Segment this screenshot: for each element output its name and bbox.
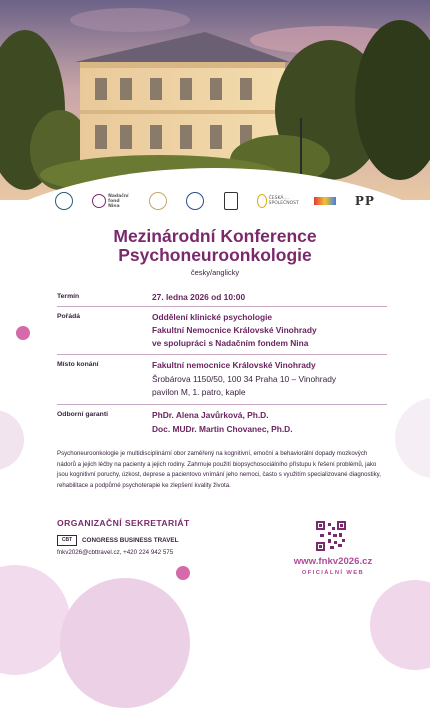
garant-label: Odborní garanti [57,411,108,418]
partner-ribbon-society-icon [257,194,267,208]
decor-circle-bottom-right [370,580,430,670]
organizer-company-name: CONGRESS BUSINESS TRAVEL [82,537,179,544]
misto-label: Místo konání [57,361,99,368]
termin-value: 27. ledna 2026 od 10:00 [152,292,246,302]
garant-line: PhDr. Alena Javůrková, Ph.D. [152,410,269,420]
conference-language: česky/anglicky [190,268,240,277]
conference-title-line1: Mezinárodní Konference [113,226,317,246]
partner-pp-icon: PP [354,193,375,208]
partner-logo-7 [314,197,336,205]
hero-photo [0,0,430,200]
misto-line: Fakultní nemocnice Královské Vinohrady [152,360,316,370]
qr-code-icon[interactable] [316,521,346,551]
poradatel-line: ve spolupráci s Nadačním fondem Nina [152,338,309,348]
partner-figure-icon [149,192,167,210]
misto-address: Šrobárova 1150/50, 100 34 Praha 10 – Vinohrady [152,374,337,384]
divider [57,306,387,307]
conference-title-line2: Psychoneuroonkologie [118,245,312,265]
organizer-heading: ORGANIZAČNÍ SEKRETARIÁT [57,518,190,528]
partner-medical-icon [186,192,204,210]
partner-umbrella-icon [224,192,238,210]
partner-label: Nadační fond Nina [108,193,129,209]
misto-room: pavilon M, 1. patro, kaple [152,387,246,397]
partner-logo-3 [149,192,167,210]
misto-room-wrap [152,386,246,399]
partner-seal-icon [55,192,73,210]
decor-circle-bottom-mid [60,578,190,708]
garant-line: Doc. MUDr. Martin Chovanec, Ph.D. [152,424,293,434]
conference-description: Psychoneuroonkologie je multidisciplinární obor zaměřený na kognitivní, emoční a behaviorální dopady mozkových nádorů a jejich léčby na pacienty a jejich rodiny. Zahrnuje použití biopsychosociálního přístupu k řešení problémů, jako jsou kognitivní poruchy, úzkost, deprese a pacientovo vnímání jeho nemoci, často s využitím specializované diagnostiky, rehabilitace a podpůrné psychoterapie ke zlepšení kvality života. [57,450,381,489]
partner-logo-2 [92,194,130,209]
poradatel-line: Fakultní Nemocnice Královské Vinohrady [152,325,317,335]
decor-dot-pink [16,326,30,340]
partner-logo-5 [224,192,238,210]
website-link[interactable]: www.fnkv2026.cz [293,556,373,567]
organizer-company [57,535,178,546]
divider [57,354,387,355]
partner-wave-icon [314,197,336,205]
partner-logo-6 [257,194,299,208]
organizer-contact: fnkv2026@cbttravel.cz, +420 224 942 575 [57,549,174,556]
poradatel-label: Pořádá [57,313,81,320]
poradatel-line: Oddělení klinické psychologie [152,312,273,322]
partner-logo-4 [186,192,204,210]
partner-logo-1 [55,192,73,210]
cbt-logo-icon: CBT [57,535,77,546]
decor-circle-right [395,398,430,478]
partner-label: ČESKÁ ... SPOLEČNOST [268,196,299,206]
partner-logos [55,188,375,214]
partner-logo-8 [354,193,375,208]
partner-ribbon-icon [92,194,106,208]
misto-address-wrap [152,373,336,386]
divider [57,404,387,405]
website-caption: OFICIÁLNÍ WEB [301,570,365,576]
termin-label: Termín [57,293,80,300]
decor-circle-left [0,410,24,470]
decor-circle-bottom-left [0,565,70,675]
decor-dot-pink-bottom [176,566,190,580]
